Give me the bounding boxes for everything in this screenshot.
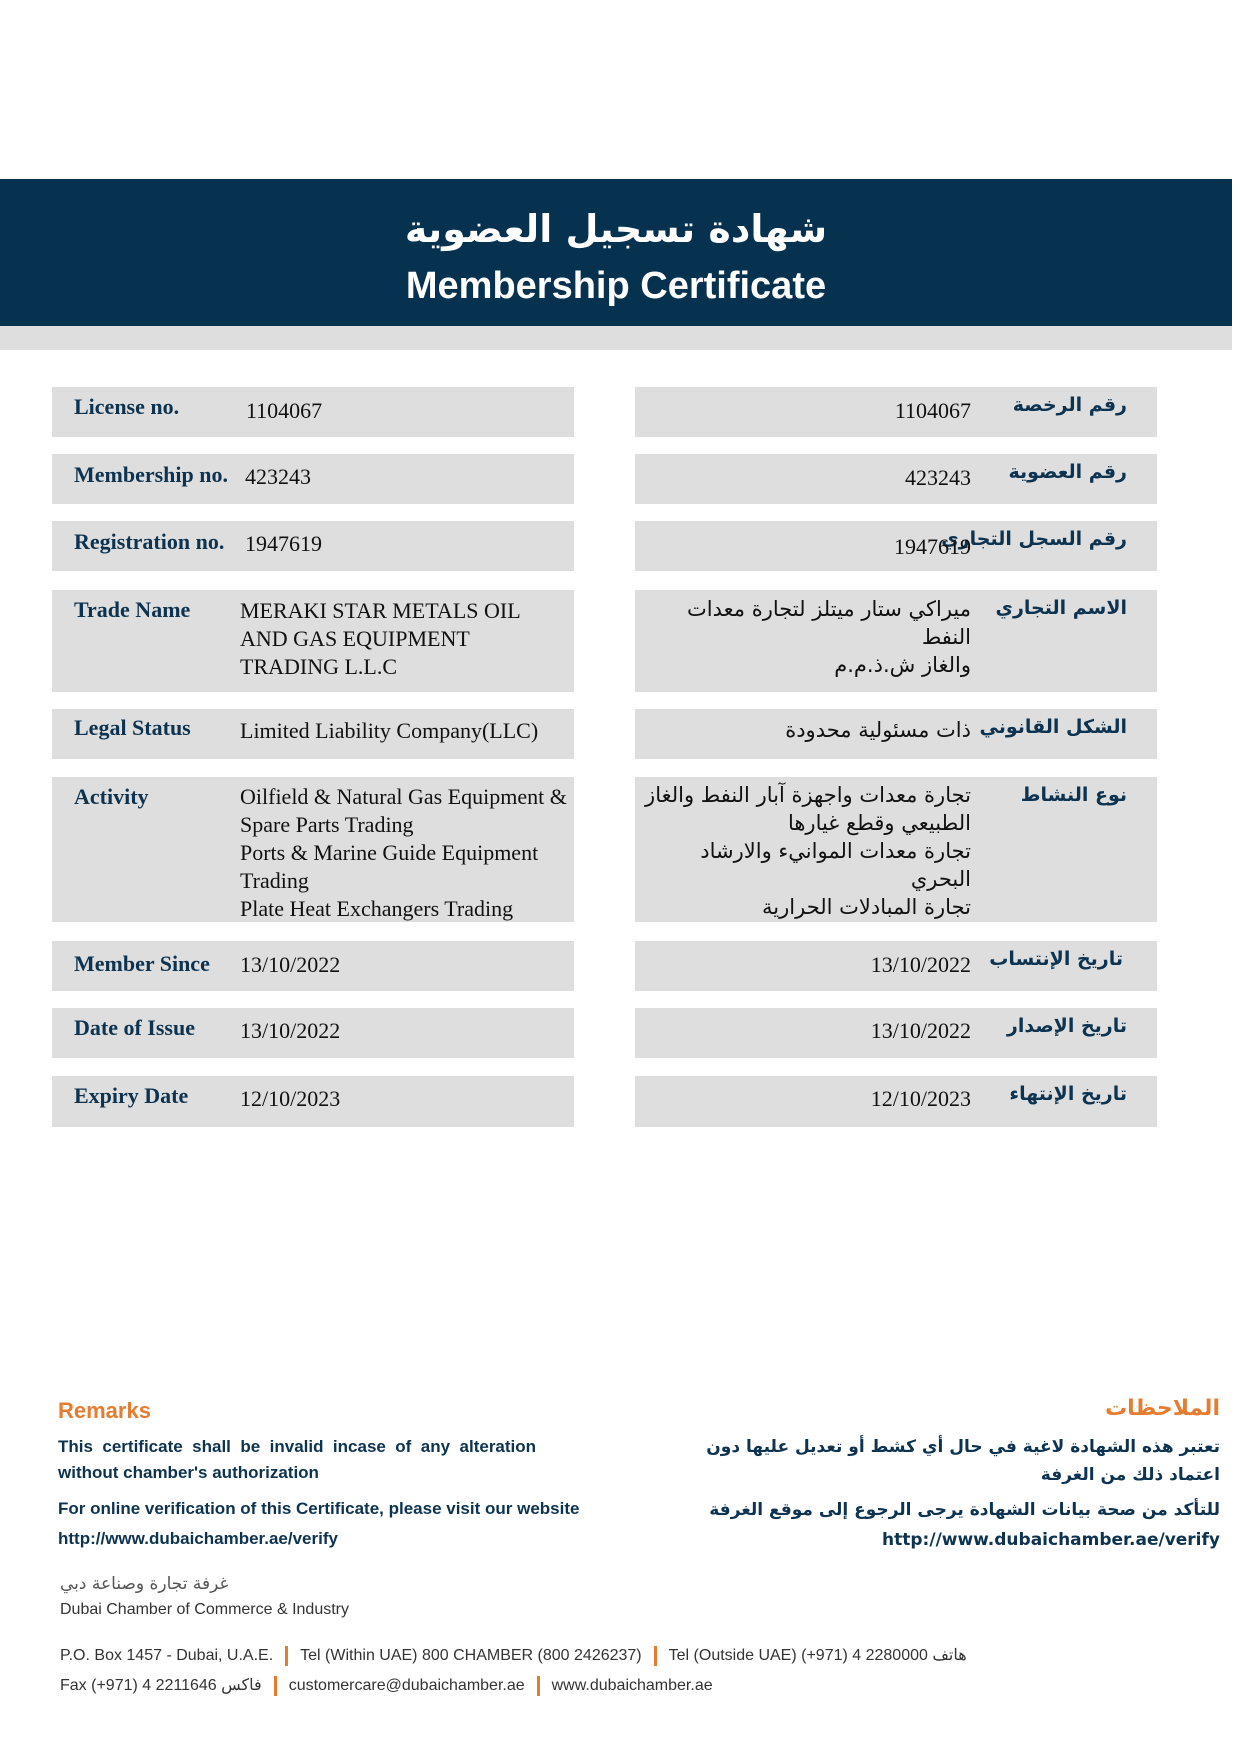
date-of-issue-row-ar	[635, 1008, 1157, 1058]
title-arabic: شهادة تسجيل العضوية	[404, 207, 828, 251]
email-link[interactable]: customercare@dubaichamber.ae	[288, 1677, 525, 1694]
membership-value-en: 423243	[245, 464, 311, 489]
activity-row-ar	[635, 777, 1157, 922]
license-label-ar: رقم الرخصة	[1012, 394, 1127, 416]
membership-row-ar	[635, 454, 1157, 504]
registration-label-en: Registration no.	[74, 529, 225, 554]
tel-within-text: Tel (Within UAE) 800 CHAMBER (800 2426237)	[300, 1647, 642, 1664]
contact-line-1	[60, 1645, 967, 1666]
activity-label-ar: نوع النشاط	[1020, 784, 1127, 806]
separator	[654, 1646, 657, 1666]
expiry-date-value-ar: 12/10/2023	[870, 1086, 971, 1111]
fax-text: Fax (+971) 4 2211646 فاكس	[60, 1677, 262, 1694]
activity-row-en	[52, 777, 574, 922]
member-since-row-en	[52, 941, 574, 991]
date-of-issue-label-en: Date of Issue	[74, 1015, 195, 1040]
legal-status-value-ar: ذات مسئولية محدودة	[785, 718, 971, 742]
legal-status-label-en: Legal Status	[74, 715, 191, 740]
activity-value-en: Oilfield & Natural Gas Equipment & Spare Parts Trading Ports & Marine Guide Equipment Trading Plate Heat Exchangers Trading	[240, 784, 567, 921]
activity-label-en: Activity	[74, 784, 149, 809]
verify-notice-en: For online verification of this Certificate, please visit our website	[58, 1499, 580, 1518]
expiry-date-label-en: Expiry Date	[74, 1083, 189, 1108]
member-since-label-ar: تاريخ الإنتساب	[989, 948, 1123, 970]
member-since-value-en: 13/10/2022	[240, 952, 341, 977]
chamber-logo-arabic: غرفة تجارة وصناعة دبي	[60, 1574, 229, 1594]
title-english: Membership Certificate	[405, 265, 827, 307]
membership-row-en	[52, 454, 574, 504]
legal-status-row-en	[52, 709, 574, 759]
separator	[285, 1646, 288, 1666]
website-link[interactable]: www.dubaichamber.ae	[551, 1677, 713, 1694]
member-since-label-en: Member Since	[74, 951, 210, 976]
member-since-row-ar	[635, 941, 1157, 991]
license-value-ar: 1104067	[894, 398, 971, 423]
contact-line-2	[60, 1675, 713, 1696]
trade-name-row-en	[52, 590, 574, 692]
invalid-notice-ar-line1: تعتبر هذه الشهادة لاغية في حال أي كشط أو تعديل عليها دون	[706, 1437, 1220, 1457]
license-row-en	[52, 387, 574, 437]
registration-value-en: 1947619	[245, 531, 322, 556]
verify-url-en[interactable]: http://www.dubaichamber.ae/verify	[58, 1529, 338, 1548]
remarks-title-en: Remarks	[58, 1398, 151, 1423]
invalid-notice-en-line2: without chamber's authorization	[58, 1463, 319, 1482]
invalid-notice-ar-line2: اعتماد ذلك من الغرفة	[1040, 1465, 1220, 1485]
date-of-issue-label-ar: تاريخ الإصدار	[1006, 1015, 1127, 1037]
expiry-date-row-en	[52, 1076, 574, 1127]
legal-status-row-ar	[635, 709, 1157, 759]
banner-divider	[0, 326, 1232, 350]
verify-notice-ar: للتأكد من صحة بيانات الشهادة يرجى الرجوع إلى موقع الغرفة	[709, 1500, 1220, 1520]
trade-name-label-en: Trade Name	[74, 597, 191, 622]
verify-url-ar[interactable]: http://www.dubaichamber.ae/verify	[882, 1530, 1220, 1550]
legal-status-label-ar: الشكل القانوني	[979, 716, 1127, 738]
license-value-en: 1104067	[246, 398, 323, 423]
trade-name-label-ar: الاسم التجاري	[995, 597, 1127, 619]
date-of-issue-value-en: 13/10/2022	[240, 1018, 341, 1043]
tel-outside-text: Tel (Outside UAE) (+971) 4 2280000 هاتف	[668, 1647, 967, 1664]
membership-label-en: Membership no.	[74, 462, 228, 487]
registration-value-ar: 1947619	[894, 534, 971, 559]
expiry-date-row-ar	[635, 1076, 1157, 1127]
certificate-banner	[0, 179, 1232, 326]
trade-name-value-ar: ميراكي ستار ميتلز لتجارة معدات النفط والغاز ش.ذ.م.م	[687, 597, 971, 677]
registration-row-ar	[635, 521, 1157, 571]
expiry-date-value-en: 12/10/2023	[240, 1086, 341, 1111]
chamber-logo-english: Dubai Chamber of Commerce & Industry	[60, 1601, 349, 1618]
registration-row-en	[52, 521, 574, 571]
trade-name-row-ar	[635, 590, 1157, 692]
remarks-title-ar: الملاحظات	[1105, 1396, 1220, 1421]
date-of-issue-row-en	[52, 1008, 574, 1058]
date-of-issue-value-ar: 13/10/2022	[870, 1018, 971, 1043]
license-row-ar	[635, 387, 1157, 437]
expiry-date-label-ar: تاريخ الإنتهاء	[1009, 1083, 1127, 1105]
legal-status-value-en: Limited Liability Company(LLC)	[240, 718, 539, 743]
address-text: P.O. Box 1457 - Dubai, U.A.E.	[60, 1647, 274, 1664]
activity-value-ar: تجارة معدات واجهزة آبار النفط والغاز الطبيعي وقطع غيارها تجارة معدات الموانيء والارشاد البحري تجارة المبادلات الحرارية	[645, 783, 971, 919]
membership-label-ar: رقم العضوية	[1008, 461, 1127, 483]
member-since-value-ar: 13/10/2022	[870, 952, 971, 977]
registration-label-ar: رقم السجل التجاري	[941, 528, 1127, 550]
separator	[537, 1676, 540, 1696]
license-label-en: License no.	[74, 394, 180, 419]
trade-name-value-en: MERAKI STAR METALS OIL AND GAS EQUIPMENT TRADING L.L.C	[240, 598, 521, 679]
membership-value-ar: 423243	[905, 465, 971, 490]
separator	[274, 1676, 277, 1696]
invalid-notice-en-line1: This certificate shall be invalid incase of any alteration	[58, 1437, 537, 1456]
